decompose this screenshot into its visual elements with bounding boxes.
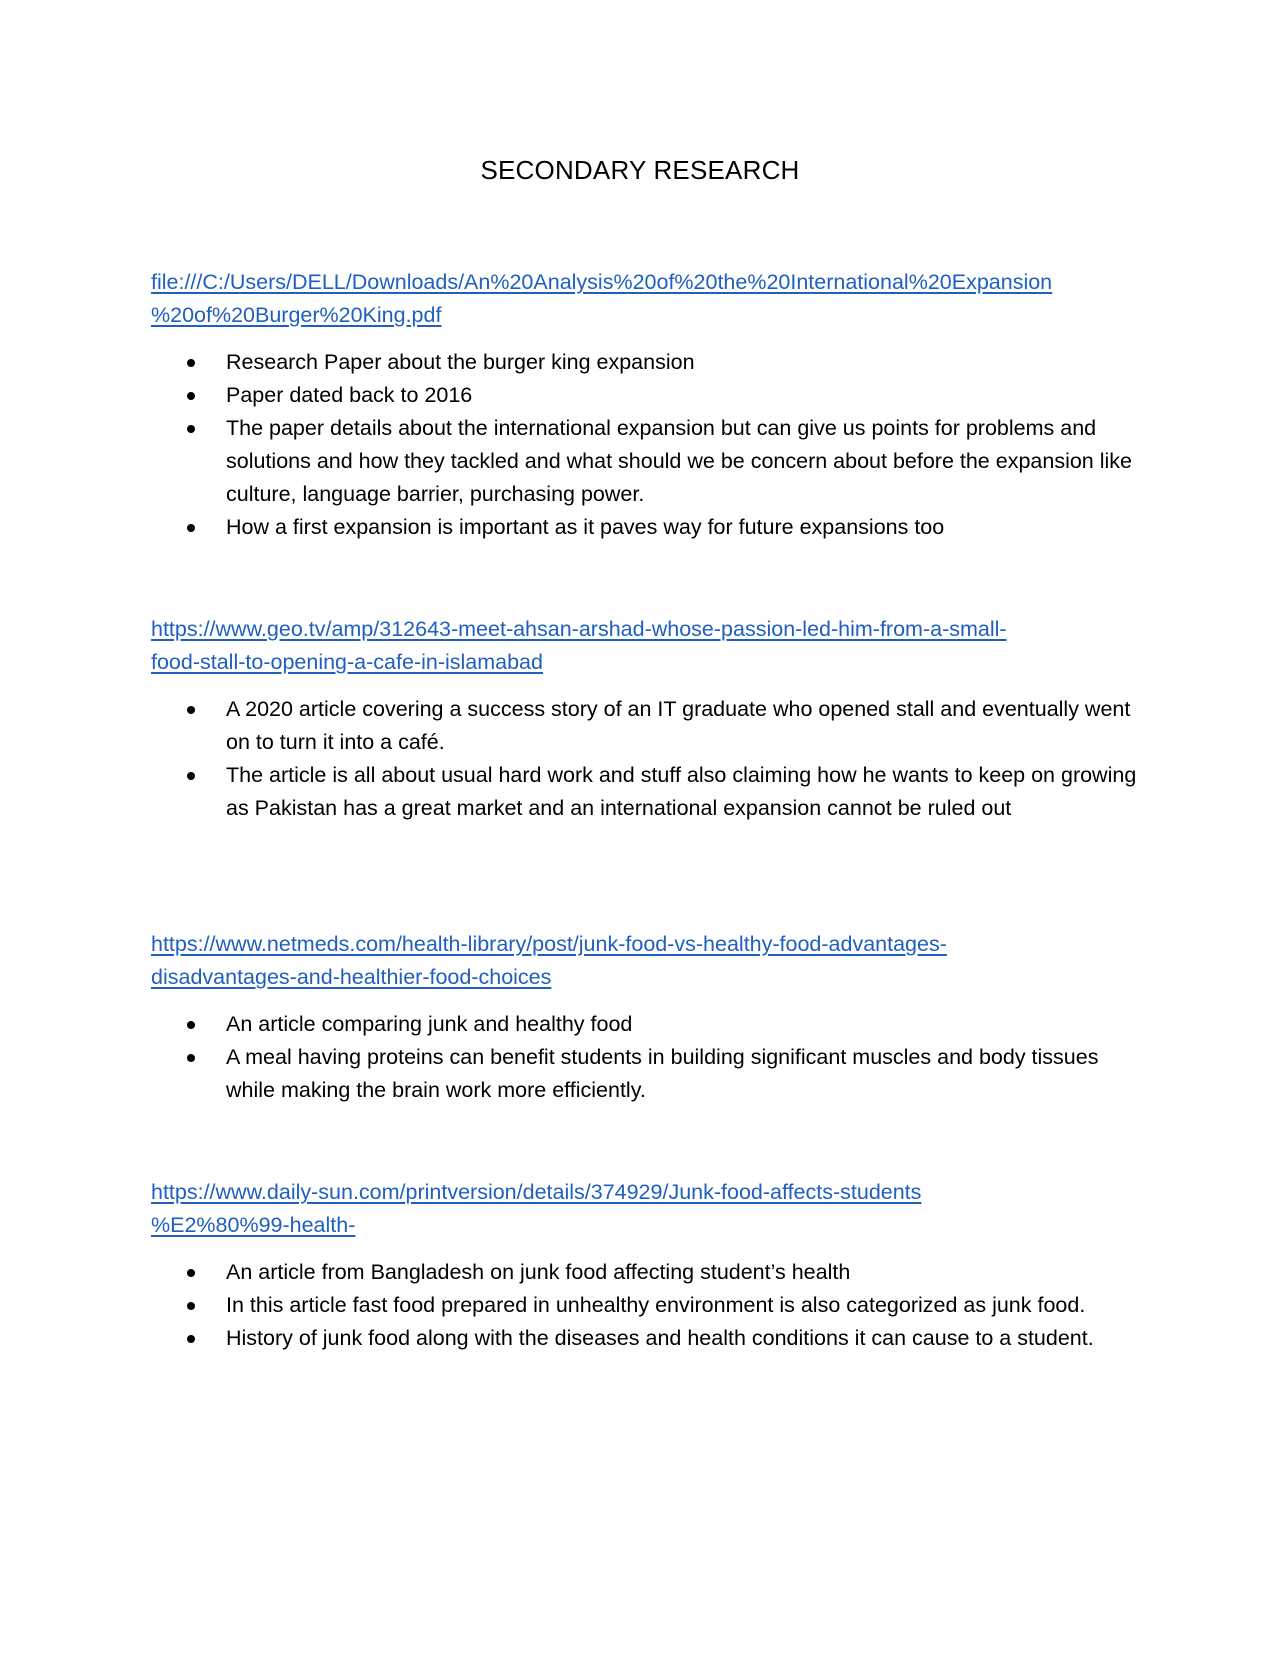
bullet-icon [187,1302,195,1310]
page-title: SECONDARY RESEARCH [480,155,800,185]
bullet-icon [187,706,195,714]
list-item: Paper dated back to 2016 [151,379,1141,412]
bullet-list [151,693,1141,825]
link-text-line-2: food-stall-to-opening-a-cafe-in-islamabad [151,650,543,674]
list-item: An article from Bangladesh on junk food affecting student’s health [151,1256,1141,1289]
bullet-icon [187,1054,195,1062]
link-text-line-2: disadvantages-and-healthier-food-choices [151,965,552,989]
list-item: History of junk food along with the diseases and health conditions it can cause to a student. [151,1322,1141,1355]
list-item: A 2020 article covering a success story of an IT graduate who opened stall and eventually went on to turn it into a café. [151,693,1141,759]
list-item: A meal having proteins can benefit students in building significant muscles and body tissues while making the brain work more efficiently. [151,1041,1141,1107]
list-item: The paper details about the international expansion but can give us points for problems and solutions and how they tackled and what should we be concern about before the expansion like culture, language barrier, purchasing power. [151,412,1141,511]
bullet-icon [187,1269,195,1277]
list-item: The article is all about usual hard work and stuff also claiming how he wants to keep on growing as Pakistan has a great market and an international expansion cannot be ruled out [151,759,1141,825]
source-section-netmeds [151,928,1141,1107]
list-item: How a first expansion is important as it paves way for future expansions too [151,511,1141,544]
source-section-geo-tv [151,613,1141,825]
source-link-daily-sun[interactable] [151,1176,1141,1242]
bullet-list [151,1256,1141,1355]
bullet-icon [187,425,195,433]
bullet-icon [187,772,195,780]
link-text-line-1: https://www.netmeds.com/health-library/post/junk-food-vs-healthy-food-advantages- [151,932,947,956]
list-item: In this article fast food prepared in unhealthy environment is also categorized as junk food. [151,1289,1141,1322]
bullet-icon [187,1335,195,1343]
link-text-line-1: https://www.daily-sun.com/printversion/details/374929/Junk-food-affects-students [151,1180,922,1204]
source-link-netmeds[interactable] [151,928,1141,994]
source-section-burger-king [151,266,1141,544]
bullet-icon [187,1021,195,1029]
link-text-line-1: https://www.geo.tv/amp/312643-meet-ahsan-arshad-whose-passion-led-him-from-a-small- [151,617,1007,641]
bullet-list [151,1008,1141,1107]
list-item: An article comparing junk and healthy food [151,1008,1141,1041]
bullet-list [151,346,1141,544]
list-item: Research Paper about the burger king expansion [151,346,1141,379]
link-text-line-2: %20of%20Burger%20King.pdf [151,303,442,327]
bullet-icon [187,359,195,367]
link-text-line-1: file:///C:/Users/DELL/Downloads/An%20Analysis%20of%20the%20International%20Expansion [151,270,1053,294]
source-link-burger-king[interactable] [151,266,1141,332]
bullet-icon [187,392,195,400]
source-section-daily-sun [151,1176,1141,1355]
source-link-geo-tv[interactable] [151,613,1141,679]
bullet-icon [187,524,195,532]
link-text-line-2: %E2%80%99-health- [151,1213,356,1237]
